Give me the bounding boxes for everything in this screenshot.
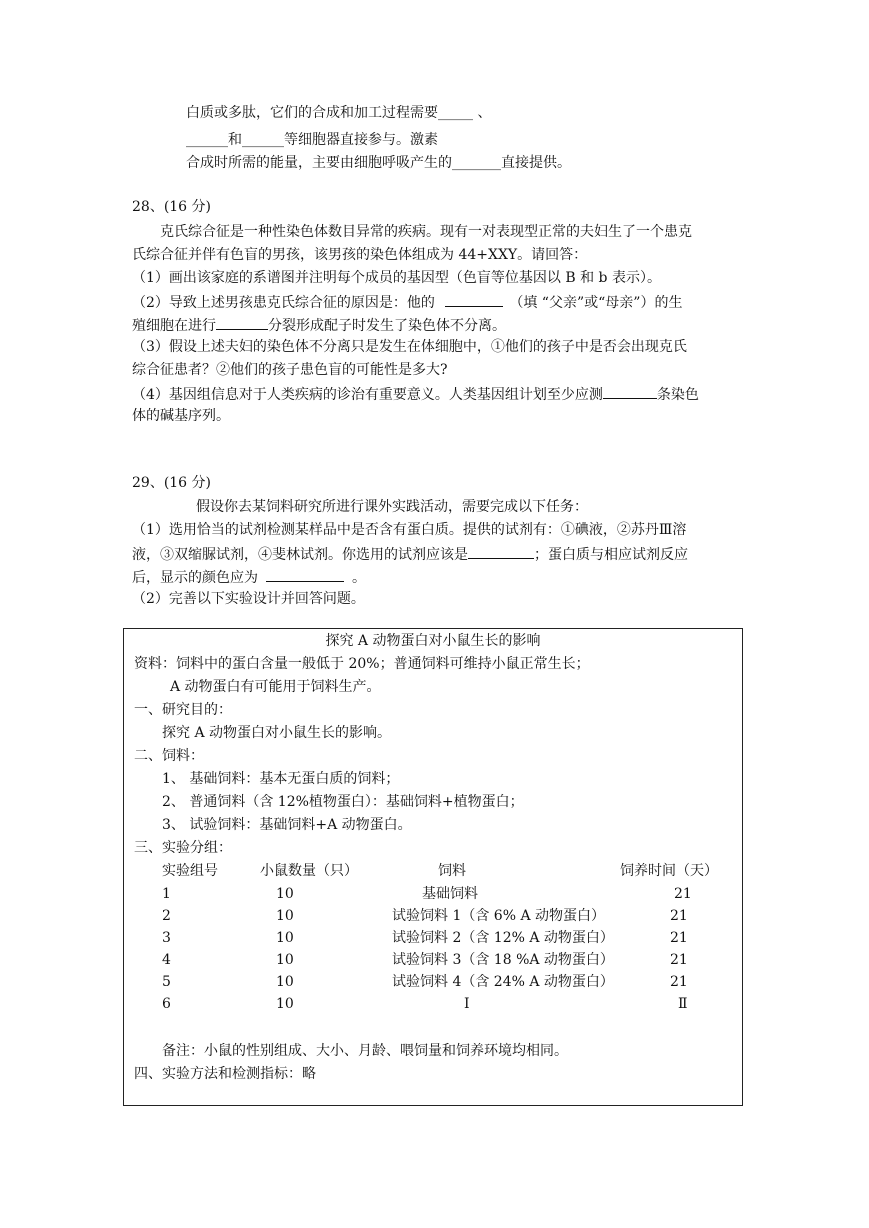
table-cell: 10 [276, 886, 294, 902]
table-cell: 4 [162, 952, 171, 968]
table-cell: 21 [670, 952, 688, 968]
table-cell: 1 [162, 886, 171, 902]
q28-part4-line1 [132, 383, 699, 405]
table-header-group: 实验组号 [162, 863, 218, 879]
q29-heading: 29、(16 分) [132, 475, 212, 491]
feed-item-3: 3、 试验饲料：基础饲料+A 动物蛋白。 [162, 817, 412, 833]
q28-part2-text-b: （填 “父亲”或“母亲”）的生 [509, 295, 683, 311]
table-cell: 21 [670, 974, 688, 990]
table-cell: Ⅰ [464, 996, 470, 1012]
table-cell: 10 [276, 908, 294, 924]
table-cell: 试验饲料 1（含 6% A 动物蛋白） [392, 908, 606, 924]
table-cell: 10 [276, 974, 294, 990]
table-cell: Ⅱ [678, 996, 688, 1012]
table-cell: 10 [276, 952, 294, 968]
q28-heading: 28、(16 分) [132, 199, 212, 215]
answer-blank[interactable] [266, 566, 344, 582]
answer-blank[interactable] [603, 383, 657, 399]
section-4-heading: 四、实验方法和检测指标：略 [134, 1066, 316, 1082]
section-1-text: 探究 A 动物蛋白对小鼠生长的影响。 [162, 725, 392, 741]
q29-intro: 假设你去某饲料研究所进行课外实践活动，需要完成以下任务： [196, 499, 588, 515]
table-cell: 试验饲料 3（含 18 %A 动物蛋白） [392, 952, 614, 968]
box-material-2: A 动物蛋白有可能用于饲料生产。 [170, 679, 381, 695]
section-3-heading: 三、实验分组： [134, 840, 232, 856]
table-cell: 试验饲料 2（含 12% A 动物蛋白） [392, 930, 614, 946]
q29-part2: （2）完善以下实验设计并回答问题。 [132, 591, 365, 607]
answer-blank[interactable] [468, 543, 534, 559]
q29-part1-text-e: 。 [352, 570, 366, 586]
table-cell: 21 [674, 886, 692, 902]
answer-blank[interactable] [445, 291, 503, 307]
table-cell: 基础饲料 [422, 886, 478, 902]
q28-part4-text-b: 条染色 [656, 387, 699, 403]
table-cell: 10 [276, 930, 294, 946]
q29-part1-text-d: 后，显示的颜色应为 [132, 570, 258, 586]
q28-part2-line1 [132, 291, 682, 313]
q28-part4-line2: 体的碱基序列。 [132, 408, 230, 424]
table-header-days: 饲养时间（天） [620, 863, 718, 879]
q28-part1: （1）画出该家庭的系谱图并注明每个成员的基因型（色盲等位基因以 B 和 b 表示）。 [132, 270, 661, 286]
q28-part2-text-a: （2）导致上述男孩患克氏综合征的原因是：他的 [132, 295, 435, 311]
answer-blank[interactable] [216, 314, 268, 330]
q28-part3-line2: 综合征患者？②他们的孩子患色盲的可能性是多大? [132, 362, 448, 378]
table-header-count: 小鼠数量（只） [260, 863, 358, 879]
q28-intro-1: 克氏综合征是一种性染色体数目异常的疾病。现有一对表现型正常的夫妇生了一个患克 [160, 224, 692, 240]
table-cell: 21 [670, 908, 688, 924]
q28-part4-text-a: （4）基因组信息对于人类疾病的诊治有重要意义。人类基因组计划至少应测 [132, 387, 603, 403]
q29-part1-line2 [132, 543, 688, 565]
feed-item-1: 1、 基础饲料：基本无蛋白质的饲料； [162, 771, 400, 787]
q28-part2-text-c: 殖细胞在进行 [132, 318, 216, 334]
q29-part1-line3 [132, 566, 366, 588]
section-1-heading: 一、研究目的： [134, 702, 232, 718]
q28-intro-2: 氏综合征并伴有色盲的男孩，该男孩的染色体组成为 44+XXY。请回答： [132, 247, 588, 263]
section-2-heading: 二、饲料： [134, 748, 204, 764]
q27-line2: ______和______等细胞器直接参与。激素 [186, 132, 438, 148]
table-cell: 10 [276, 996, 294, 1012]
experiment-design-box [123, 628, 743, 1106]
table-cell: 5 [162, 974, 171, 990]
table-cell: 3 [162, 930, 171, 946]
box-material-1: 资料：饲料中的蛋白含量一般低于 20%；普通饲料可维持小鼠正常生长； [134, 656, 590, 672]
box-note: 备注：小鼠的性别组成、大小、月龄、喂饲量和饲养环境均相同。 [162, 1043, 568, 1059]
q27-line1: 白质或多肽，它们的合成和加工过程需要_____ 、 [186, 105, 492, 121]
table-cell: 试验饲料 4（含 24% A 动物蛋白） [392, 974, 614, 990]
q28-part3-line1: （3）假设上述夫妇的染色体不分离只是发生在体细胞中，①他们的孩子中是否会出现克氏 [132, 339, 687, 355]
table-header-feed: 饲料 [438, 863, 466, 879]
q27-line3: 合成时所需的能量，主要由细胞呼吸产生的_______直接提供。 [186, 155, 571, 171]
q29-part1-text-c: ；蛋白质与相应试剂反应 [534, 547, 688, 563]
table-cell: 6 [162, 996, 171, 1012]
table-cell: 21 [670, 930, 688, 946]
q29-part1-line1: （1）选用恰当的试剂检测某样品中是否含有蛋白质。提供的试剂有：①碘液，②苏丹Ⅲ溶 [132, 522, 687, 538]
table-cell: 2 [162, 908, 171, 924]
q28-part2-text-d: 分裂形成配子时发生了染色体不分离。 [268, 318, 506, 334]
box-title: 探究 A 动物蛋白对小鼠生长的影响 [325, 633, 541, 649]
q28-part2-line2 [132, 314, 506, 336]
q29-part1-text-b: 液，③双缩脲试剂，④斐林试剂。你选用的试剂应该是 [132, 547, 468, 563]
feed-item-2: 2、 普通饲料（含 12%植物蛋白）：基础饲料+植物蛋白； [162, 794, 524, 810]
